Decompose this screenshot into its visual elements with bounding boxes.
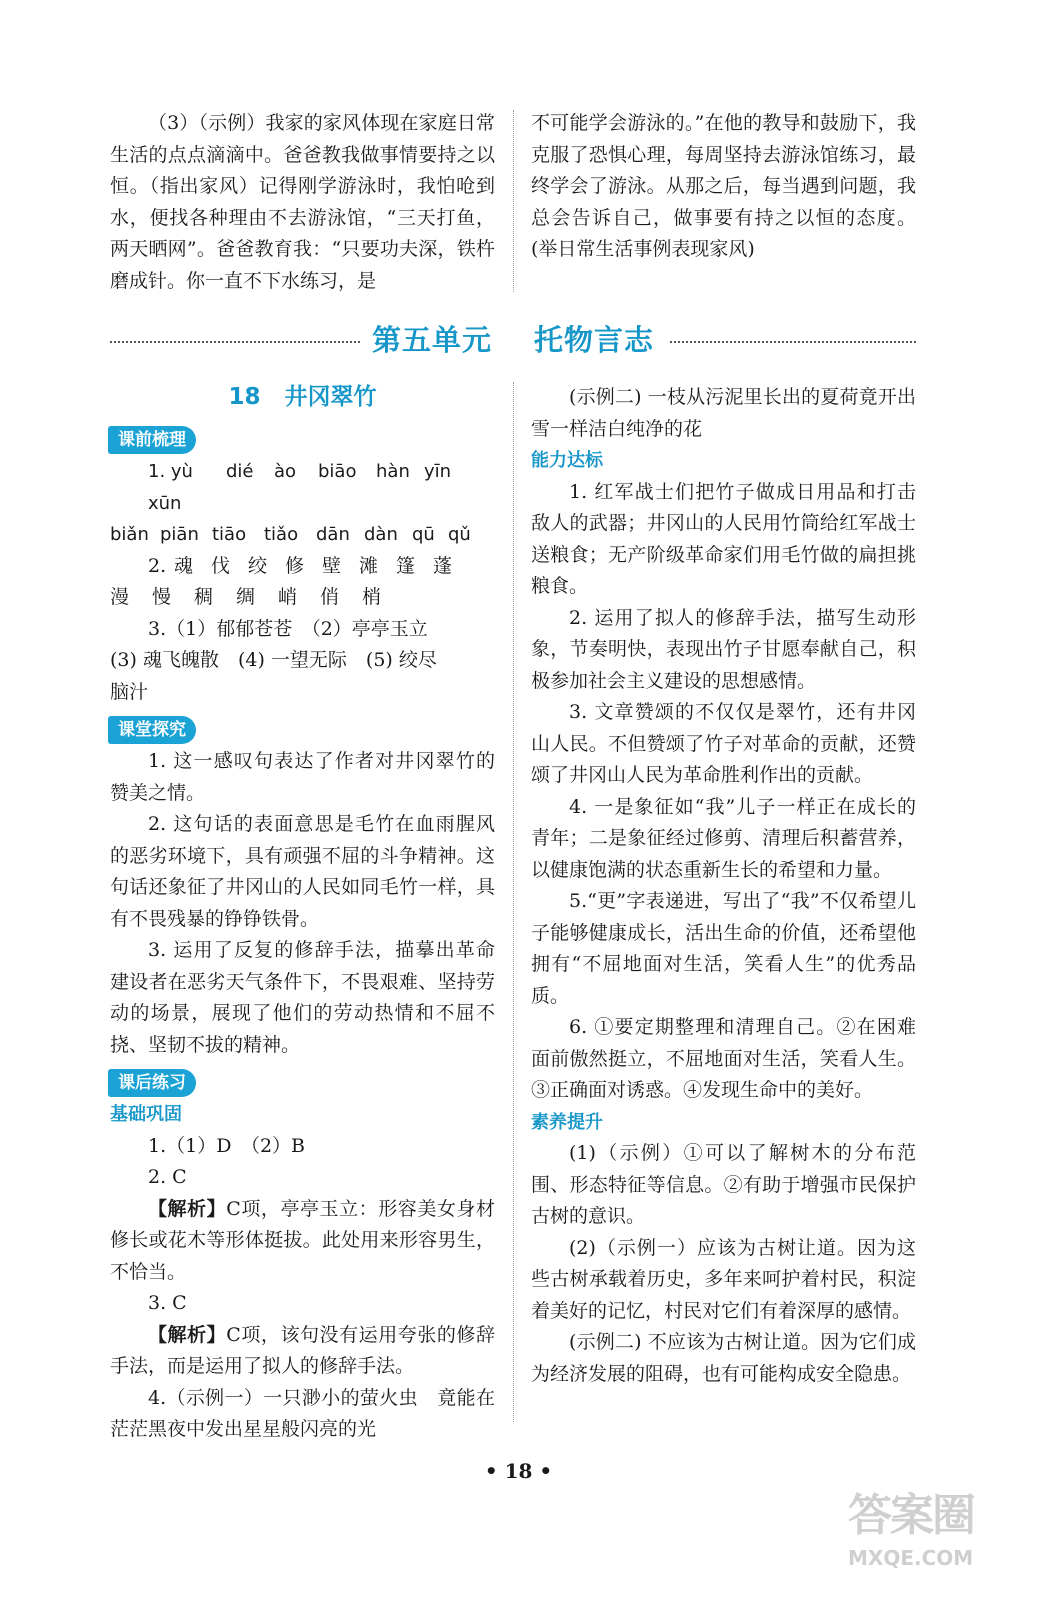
analysis-2: 【解析】C项，亭亭玉立：形容美女身材修长或花木等形体挺拔。此处用来形容男生，不恰当。: [110, 1197, 495, 1283]
subheading-ability: 能力达标: [531, 450, 603, 471]
basic-answer-1: 1.（1）D （2）B: [148, 1134, 306, 1157]
explore-answer-3: 3. 运用了反复的修辞手法，描摹出革命建设者在恶劣天气条件下，不畏艰难、坚持劳动的场景，展现了他们的劳动热情和不屈不挠、坚韧不拔的精神。: [110, 939, 495, 1056]
basic-answer-3: 3. C: [148, 1292, 187, 1314]
pinyin-row-2: biǎn piān tiāo tiǎo dān dàn qū qǔ: [110, 524, 471, 545]
column-divider-main: [513, 382, 514, 1422]
lesson-number: 18: [228, 384, 261, 410]
lesson-title: [110, 380, 495, 414]
ability-answer-2: 2. 运用了拟人的修辞手法，描写生动形象，节奏明快，表现出竹子甘愿奉献自己，积极参加社会主义建设的思想感情。: [531, 606, 916, 692]
watermark-url: MXQE.COM: [848, 1546, 974, 1570]
example-two: (示例二) 一枝从污泥里长出的夏荷竟开出雪一样洁白纯净的花: [531, 386, 916, 440]
left-column: [110, 424, 495, 1446]
literacy-answer-3: (示例二) 不应该为古树让道。因为它们成为经济发展的阻碍，也有可能构成安全隐患。: [531, 1331, 916, 1385]
section-badge-class: 课堂探究: [108, 716, 196, 744]
lesson-name: 井冈翠竹: [284, 384, 377, 410]
chars-row-1: 2. 魂 伐 绞 修 壁 滩 篷 蓬: [148, 554, 453, 577]
unit-heading: [110, 318, 916, 362]
explore-answer-2: 2. 这句话的表面意思是毛竹在血雨腥风的恶劣环境下，具有顽强不屈的斗争精神。这句话还象征了井冈山的人民如同毛竹一样，具有不畏残暴的铮铮铁骨。: [110, 813, 495, 930]
top-left-column: [110, 108, 495, 297]
basic-answer-4: 4.（示例一）一只渺小的萤火虫 竟能在茫茫黑夜中发出星星般闪亮的光: [110, 1386, 495, 1440]
section-badge-after: 课后练习: [108, 1069, 196, 1097]
answer-q3: 3.（1）郁郁苍苍 （2）亭亭玉立: [148, 617, 428, 640]
page-number: • 18 •: [484, 1459, 553, 1483]
ability-answer-5: 5.“更”字表递进，写出了“我”不仅希望儿子能够健康成长，活出生命的价值，还希望他拥有“不屈地面对生活，笑看人生”的优秀品质。: [531, 890, 916, 1007]
answer-paragraph: 不可能学会游泳的。”在他的教导和鼓励下，我克服了恐惧心理，每周坚持去游泳馆练习，最终学会了游泳。从那之后，每当遇到问题，我总会告诉自己，做事要有持之以恒的态度。(举日常生活事例表现家风): [531, 112, 916, 260]
ability-answer-4: 4. 一是象征如“我”儿子一样正在成长的青年；二是象征经过修剪、清理后积蓄营养，以健康饱满的状态重新生长的希望和力量。: [531, 795, 916, 881]
literacy-answer-1: (1)（示例）①可以了解树木的分布范围、形态特征等信息。②有助于增强市民保护古树的意识。: [531, 1142, 916, 1227]
top-right-column: [531, 108, 916, 266]
watermark-text: 答案圈: [848, 1490, 974, 1541]
subheading-literacy: 素养提升: [531, 1111, 603, 1133]
answer-paragraph: （3）（示例）我家的家风体现在家庭日常生活的点点滴滴中。爸爸教我做事情要持之以恒。（指出家风）记得刚学游泳时，我怕呛到水，便找各种理由不去游泳馆，“三天打鱼，两天晒网”。爸爸教育我：“只要功夫深，铁杵磨成针。你一直不下水练习，是: [110, 112, 495, 292]
unit-theme: 托物言志: [530, 323, 658, 357]
ability-answer-3: 3. 文章赞颂的不仅仅是翠竹，还有井冈山人民。不但赞颂了竹子对革命的贡献，还赞颂了井冈山人民为革命胜利作出的贡献。: [531, 701, 916, 786]
watermark-logo: [848, 1488, 1018, 1588]
right-column: [531, 382, 916, 1390]
analysis-3: 【解析】C项，该句没有运用夸张的修辞手法，而是运用了拟人的修辞手法。: [110, 1323, 495, 1377]
basic-answer-2: 2. C: [148, 1166, 187, 1188]
answer-q3-cont: (3) 魂飞魄散 (4) 一望无际 (5) 绞尽: [110, 649, 437, 671]
literacy-answer-2: (2)（示例一）应该为古树让道。因为这些古树承载着历史，多年来呵护着村民，积淀着美好的记忆，村民对它们有着深厚的感情。: [531, 1236, 916, 1322]
explore-answer-1: 1. 这一感叹句表达了作者对井冈翠竹的赞美之情。: [110, 750, 495, 804]
unit-label: 第五单元: [368, 323, 496, 357]
subheading-basic: 基础巩固: [110, 1104, 182, 1125]
pinyin-row-1: 1. yù dié ào biāo hàn yīnxūn: [148, 461, 452, 514]
ability-answer-6: 6. ①要定期整理和清理自己。②在困难面前傲然挺立，不屈地面对生活，笑看人生。③正确面对诱惑。④发现生命中的美好。: [531, 1016, 916, 1101]
section-badge-preview: 课前梳理: [108, 426, 196, 454]
answer-q3-cont: 脑汁: [110, 680, 149, 703]
chars-row-2: 漫 慢 稠 绸 峭 俏 梢: [110, 586, 382, 608]
column-divider-top: [513, 110, 514, 292]
ability-answer-1: 1. 红军战士们把竹子做成日用品和打击敌人的武器；井冈山的人民用竹筒给红军战士送粮食；无产阶级革命家们用毛竹做的扁担挑粮食。: [531, 480, 916, 597]
unit-title: [110, 318, 916, 362]
